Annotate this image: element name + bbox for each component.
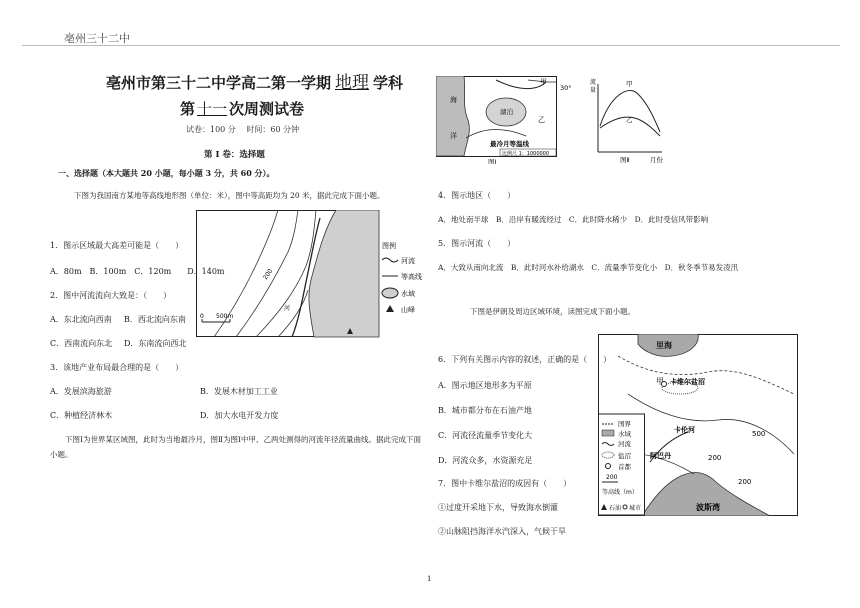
q2-option-d: D．东南流向西北 xyxy=(124,339,187,348)
q6-stem: 6．下列有关图示内容的叙述，正确的是（ ） xyxy=(438,355,612,364)
legend-water: 水域 xyxy=(401,290,415,298)
abadan-label: 阿巴丹 xyxy=(650,452,671,460)
q7-stem: 7．图中卡维尔盐沼的成因有（ ） xyxy=(438,479,572,488)
legend-water: 水域 xyxy=(618,430,631,438)
legend-contour-val: 200 xyxy=(606,474,618,481)
q6-option-a: A．图示地区地形多为平原 xyxy=(438,381,532,390)
title-prefix: 亳州市第三十二中学高二第一学期 xyxy=(106,74,332,92)
part-intro: 一、选择题（本大题共 20 小题，每小题 3 分，共 60 分）。 xyxy=(58,168,275,178)
legend-peak: 山峰 xyxy=(401,306,415,314)
peak-legend-icon xyxy=(386,305,394,312)
contour-500: 500 xyxy=(752,430,766,438)
q6-option-b: B．城市都分布在石油产地 xyxy=(438,406,532,415)
contour-map xyxy=(196,210,428,338)
q1-options: A．80m B．100m C．120m D．140m xyxy=(50,267,225,276)
jia-label: 甲 xyxy=(656,377,664,386)
fig1-latitude: 30° xyxy=(560,84,572,92)
karun-label: 卡伦河 xyxy=(674,426,695,434)
scale-label: 500m xyxy=(216,313,234,320)
fig2-jia: 甲 xyxy=(626,80,633,88)
q7-option-1: ①过度开采地下水，导致海水倒灌 xyxy=(438,503,558,512)
iran-map xyxy=(598,334,798,516)
week-number: 十一 xyxy=(197,100,228,118)
q1-stem: 1．图示区域最大高差可能是（ ） xyxy=(50,241,184,250)
iran-caption: 下图是伊朗及周边区域环境，读图完成下面小题。 xyxy=(470,307,635,316)
iran-legend xyxy=(599,414,645,515)
fig2-xlabel: 月份 xyxy=(650,156,663,164)
legend-river: 河流 xyxy=(618,440,631,448)
exam-meta: 试卷：100 分 时间：60 分钟 xyxy=(186,125,300,134)
fig2-ylabel-2: 量 xyxy=(590,87,597,94)
fig2-curve-jia xyxy=(600,91,660,132)
legend-city: 城市 xyxy=(629,505,642,512)
school-header: 亳州三十二中 xyxy=(64,32,130,45)
fig2-ylabel-1: 流 xyxy=(590,79,597,86)
q3-stem: 3．该地产业布局最合理的是（ ） xyxy=(50,363,184,372)
q5-options: A．大致从南向北流 B．此时河水补给湖水 C．流量季节变化小 D．秋冬季节易发凌汛 xyxy=(438,263,739,272)
fig2-yi: 乙 xyxy=(626,116,633,124)
title-suffix: 学科 xyxy=(373,74,404,92)
legend-oil: 石油 xyxy=(609,505,622,512)
q3-option-a: A．发展滨海旅游 xyxy=(50,387,112,396)
q6-option-c: C．河流径流量季节变化大 xyxy=(438,431,533,440)
region-map-fig1 xyxy=(436,76,588,164)
map1-caption: 下图为我国南方某地等高线地形图（单位：米），图中等高距均为 20 米，据此完成下面小题。 xyxy=(74,191,385,200)
river-label: 河 xyxy=(284,305,291,312)
subtitle-prefix: 第 xyxy=(180,100,196,118)
q4-stem: 4．图示地区（ ） xyxy=(438,191,516,200)
q4-options: A．地处南半球 B．沿岸有暖流经过 C．此时降水稀少 D．此时受信风带影响 xyxy=(438,215,709,224)
gulf-label: 波斯湾 xyxy=(696,503,720,512)
q2-stem: 2．图中河流流向大致是：（ ） xyxy=(50,291,172,300)
fig2-label: 图Ⅱ xyxy=(620,156,630,164)
scale-zero: 0 xyxy=(200,313,204,320)
q3-option-b: B．发展木材加工工业 xyxy=(200,387,278,396)
fig1-scale: 比例尺 1：1000000 xyxy=(502,151,550,157)
exam-subtitle xyxy=(180,98,304,119)
section-heading: 第 I 卷：选择题 xyxy=(204,150,265,160)
contour-200a: 200 xyxy=(708,454,722,462)
contour-label: 200 xyxy=(261,267,275,282)
exam-title xyxy=(106,68,403,93)
page-number: 1 xyxy=(427,575,432,583)
legend-title: 图例 xyxy=(382,242,396,250)
subtitle-suffix: 次周测试卷 xyxy=(229,100,305,118)
fig1-yi: 乙 xyxy=(538,116,545,124)
header-rule xyxy=(22,45,840,46)
salt-marsh-label: 卡维尔盐沼 xyxy=(670,378,705,386)
q6-option-d: D．河流众多，水资源充足 xyxy=(438,456,533,465)
q3-option-c: C．种植经济林木 xyxy=(50,411,113,420)
q2-option-b: B．西北流向东南 xyxy=(124,315,186,324)
fig1-jia: 甲 xyxy=(540,78,547,86)
legend-river: 河流 xyxy=(401,257,415,265)
water-legend-icon xyxy=(382,288,398,298)
runoff-chart-fig2 xyxy=(590,76,672,168)
q5-stem: 5．图示河流（ ） xyxy=(438,239,516,248)
fig1-lake-label: 湖泊 xyxy=(500,108,513,116)
fig1-isotherm-label: 最冷月等温线 xyxy=(490,140,529,148)
legend-contour: 等高线 xyxy=(401,273,422,281)
legend-contour: 等高线（m） xyxy=(602,489,638,496)
legend-salt: 盐沼 xyxy=(618,452,631,460)
legend-border: 国界 xyxy=(618,420,631,428)
fig1-label: 图Ⅰ xyxy=(488,158,497,164)
q2-option-c: C．西南流向东北 xyxy=(50,339,113,348)
subject: 地理 xyxy=(335,73,370,93)
q2-option-a: A．东北流向西南 xyxy=(50,315,112,324)
fig1-ocean-label: 洋 xyxy=(450,132,457,140)
caspian-label: 里海 xyxy=(656,341,672,350)
fig1-sea-label: 海 xyxy=(450,96,457,104)
contour-200b: 200 xyxy=(738,478,752,486)
q7-option-2: ②山脉阻挡海洋水汽深入，气候干旱 xyxy=(438,527,566,536)
river-legend-icon xyxy=(382,258,398,262)
legend-capital: 首都 xyxy=(618,463,631,471)
q3-option-d: D．加大水电开发力度 xyxy=(200,411,279,420)
region-caption: 下图Ⅰ为世界某区域图，此时为当地最冷月，图Ⅱ为图Ⅰ中甲、乙两处测得的河流年径流量曲线。据此完成下面小题。 xyxy=(50,435,422,459)
